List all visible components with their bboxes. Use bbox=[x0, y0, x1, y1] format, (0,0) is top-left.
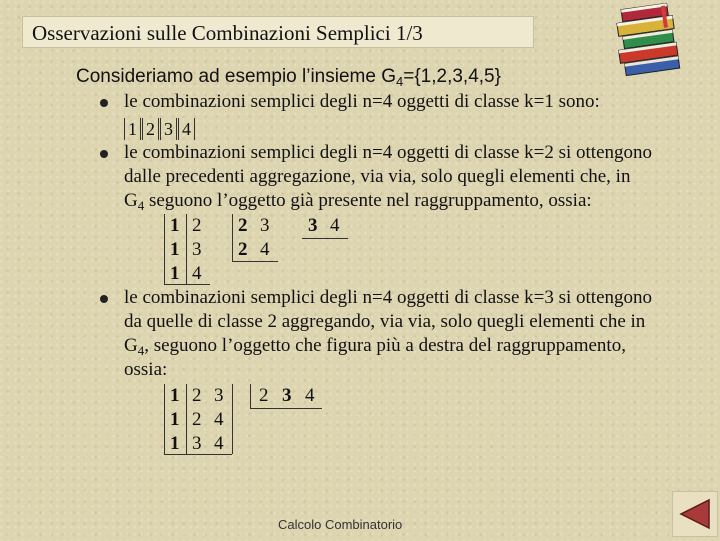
intro-text bbox=[76, 66, 501, 88]
bullet2-line-3-text: seguono l’oggetto già presente nel raggruppamento, ossia: bbox=[144, 190, 592, 211]
intro-main: Consideriamo ad esempio l’insieme G bbox=[76, 66, 396, 87]
set-symbol: G bbox=[124, 335, 138, 356]
k2-cell: 4 bbox=[192, 263, 202, 284]
table-divider bbox=[302, 238, 348, 239]
k1-box: 1 bbox=[124, 118, 141, 140]
back-arrow-icon bbox=[673, 492, 717, 536]
k1-box: 2 bbox=[142, 118, 159, 140]
table-divider bbox=[232, 261, 278, 262]
k2-cell: 3 bbox=[260, 215, 270, 236]
k3-cell: 2 bbox=[192, 409, 202, 430]
bullet2-line-1: le combinazioni semplici degli n=4 oggetti di classe k=2 si ottengono bbox=[124, 142, 653, 163]
k2-cell: 3 bbox=[192, 239, 202, 260]
k3-cell: 1 bbox=[170, 433, 180, 454]
k2-cell: 4 bbox=[330, 215, 340, 236]
bullet2-line-2: dalle precedenti aggregazione, via via, solo quegli elementi che, in bbox=[124, 166, 631, 187]
k3-cell: 2 bbox=[259, 385, 269, 406]
footer-text: Calcolo Combinatorio bbox=[278, 517, 403, 532]
k1-combination-boxes bbox=[124, 118, 196, 140]
table-divider bbox=[232, 214, 233, 261]
k2-cell: 3 bbox=[308, 215, 318, 236]
table-divider bbox=[186, 214, 187, 284]
k3-cell: 3 bbox=[214, 385, 224, 406]
table-divider bbox=[232, 384, 233, 454]
k3-cell: 3 bbox=[192, 433, 202, 454]
k3-cell: 4 bbox=[214, 433, 224, 454]
k3-cell: 1 bbox=[170, 385, 180, 406]
table-divider bbox=[250, 384, 251, 408]
bullet2-line-3 bbox=[124, 190, 592, 212]
bullet-dot bbox=[100, 99, 108, 107]
table-divider bbox=[186, 384, 187, 454]
bullet-dot bbox=[100, 295, 108, 303]
bullet3-line-4: ossia: bbox=[124, 359, 168, 380]
k3-cell: 1 bbox=[170, 409, 180, 430]
k3-cell: 2 bbox=[192, 385, 202, 406]
k2-cell: 1 bbox=[170, 215, 180, 236]
k2-cell: 2 bbox=[238, 239, 248, 260]
bullet3-line-3-text: , seguono l’oggetto che figura più a destra del raggruppamento, bbox=[144, 335, 626, 356]
table-divider bbox=[164, 384, 165, 454]
table-divider bbox=[250, 408, 322, 409]
table-divider bbox=[164, 284, 210, 285]
set-subscript: 4 bbox=[137, 343, 145, 358]
back-nav-button[interactable] bbox=[672, 491, 718, 537]
k2-cell: 2 bbox=[238, 215, 248, 236]
bullet-dot bbox=[100, 150, 108, 158]
k3-cell: 3 bbox=[282, 385, 292, 406]
bullet3-line-1: le combinazioni semplici degli n=4 oggetti di classe k=3 si ottengono bbox=[124, 287, 653, 308]
k1-box: 4 bbox=[178, 118, 195, 140]
k3-cell: 4 bbox=[214, 409, 224, 430]
set-subscript: 4 bbox=[137, 198, 145, 213]
k1-box: 3 bbox=[160, 118, 177, 140]
table-divider bbox=[164, 214, 165, 284]
bullet3-line-2: da quelle di classe 2 aggregando, via via, solo quegli elementi che in bbox=[124, 311, 646, 332]
bullet1-text: le combinazioni semplici degli n=4 oggetti di classe k=1 sono: bbox=[124, 91, 600, 112]
intro-sub: 4 bbox=[395, 74, 404, 89]
title-box bbox=[22, 16, 534, 48]
table-divider bbox=[164, 454, 232, 455]
k2-cell: 1 bbox=[170, 263, 180, 284]
set-symbol: G bbox=[124, 190, 138, 211]
k3-cell: 4 bbox=[305, 385, 315, 406]
k2-cell: 4 bbox=[260, 239, 270, 260]
k2-cell: 1 bbox=[170, 239, 180, 260]
bullet3-line-3 bbox=[124, 335, 626, 357]
books-icon bbox=[612, 2, 690, 82]
slide-title: Osservazioni sulle Combinazioni Semplici 1/3 bbox=[32, 21, 423, 45]
k2-cell: 2 bbox=[192, 215, 202, 236]
intro-set: ={1,2,3,4,5} bbox=[403, 66, 501, 87]
